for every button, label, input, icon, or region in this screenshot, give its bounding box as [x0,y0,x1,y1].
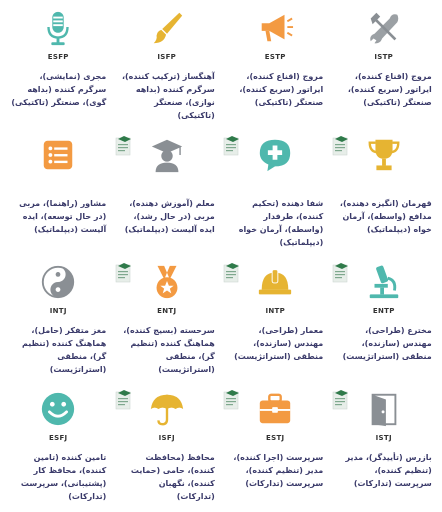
type-code: ESTJ [266,434,285,442]
type-code: ESTP [264,53,286,61]
personality-card [4,383,113,510]
type-description: سرپرست (اجرا کننده)، مدیر (تنظیم کننده)، سرپرست (تدارکات) [233,453,324,488]
type-code: INTP [265,307,286,315]
personality-card [4,129,113,256]
personality-card [4,256,113,383]
type-description: تامین کننده (تامین کننده)، محافظ کار (پشتیبانی)، سرپرست (تدارکات) [20,453,107,501]
watermark-stamp-icon [332,262,350,284]
paintbrush-icon [145,6,189,50]
type-description: قهرمان (انگیزه دهنده)، مدافع (واسطه)، آرمان خواه (دیپلماتیک) [339,199,432,234]
type-code: ENTJ [157,307,177,315]
personality-card [113,383,222,510]
type-code: ISFJ [158,434,175,442]
trophy-icon [362,133,406,177]
personality-card [330,129,439,256]
type-description: بازرس (تأییدگر)، مدیر (تنظیم کننده)، سرپرست (تدارکات) [345,453,432,488]
medical-chat-icon [253,133,297,177]
type-code: INTJ [49,307,67,315]
personality-card [221,256,330,383]
graduate-icon [145,133,189,177]
smiley-icon [36,387,80,431]
personality-card [113,2,222,129]
microscope-icon [362,260,406,304]
umbrella-icon [145,387,189,431]
personality-card [221,2,330,129]
personality-card [113,129,222,256]
briefcase-icon [253,387,297,431]
personality-card [221,383,330,510]
type-description: مخترع (طراحی)، مهندس (سازنده)، منطقی (استراتژیست) [342,326,432,361]
watermark-stamp-icon [223,389,241,411]
yin-yang-icon [36,260,80,304]
list-icon [36,133,80,177]
door-icon [362,387,406,431]
personality-grid [4,2,438,510]
type-description: مغز متفکر (حامل)، هماهنگ کننده (تنظیم گر)، منطقی (استراتژیست) [21,326,107,374]
type-code: ISTJ [375,434,392,442]
type-description: شفا دهنده (تحکیم کننده)، طرفدار (واسطه)، آرمان خواه (دیپلماتیک) [238,199,324,247]
type-description: مشاور (راهنما)، مربی (در حال توسعه)، ایده آلیست (دیپلماتیک) [19,199,107,234]
type-description: سرحسته (بسیج کننده)، هماهنگ کننده (تنظیم گر)، منطقی (استراتژیست) [123,326,215,374]
personality-card [221,129,330,256]
watermark-stamp-icon [115,389,133,411]
personality-card [330,2,439,129]
type-code: ESFJ [49,434,68,442]
personality-card [113,256,222,383]
hardhat-icon [253,260,297,304]
watermark-stamp-icon [223,262,241,284]
watermark-stamp-icon [332,135,350,157]
personality-card [330,256,439,383]
personality-card [330,383,439,510]
type-code: ISTP [374,53,394,61]
watermark-stamp-icon [223,135,241,157]
watermark-stamp-icon [332,389,350,411]
type-description: معمار (طراحی)، مهندس (سازنده)، منطقی (استراتژیست) [234,326,324,361]
type-code: ISFP [157,53,177,61]
type-description: مجری (نمایشی)، سرگرم کننده (بداهه گوی)، صنعتگر (تاکتیکی) [11,72,107,107]
type-code: ESFP [47,53,69,61]
type-description: مروج (اقناع کننده)، ایراتور (سریع کننده)، صنعتگر (تاکتیکی) [239,72,324,107]
megaphone-icon [253,6,297,50]
type-code: ENTP [372,307,395,315]
watermark-stamp-icon [115,262,133,284]
tools-icon [362,6,406,50]
type-description: معلم (آموزش دهنده)، مربی (در حال رشد)، ایده آلیست (دیپلماتیک) [124,199,215,234]
medal-icon [145,260,189,304]
type-description: آهنگساز (ترکیب کننده)، سرگرم کننده (بداهه نوازی)، صنعتگر (تاکتیکی) [121,72,215,120]
personality-card [4,2,113,129]
type-description: محافظ (محافظت کننده)، حامی (حمایت کننده)، نگهبان (تدارکات) [130,453,215,501]
watermark-stamp-icon [115,135,133,157]
microphone-icon [36,6,80,50]
type-description: مروج (اقناع کننده)، ایراتور (سریع کننده)، صنعتگر (تاکتیکی) [347,72,432,107]
